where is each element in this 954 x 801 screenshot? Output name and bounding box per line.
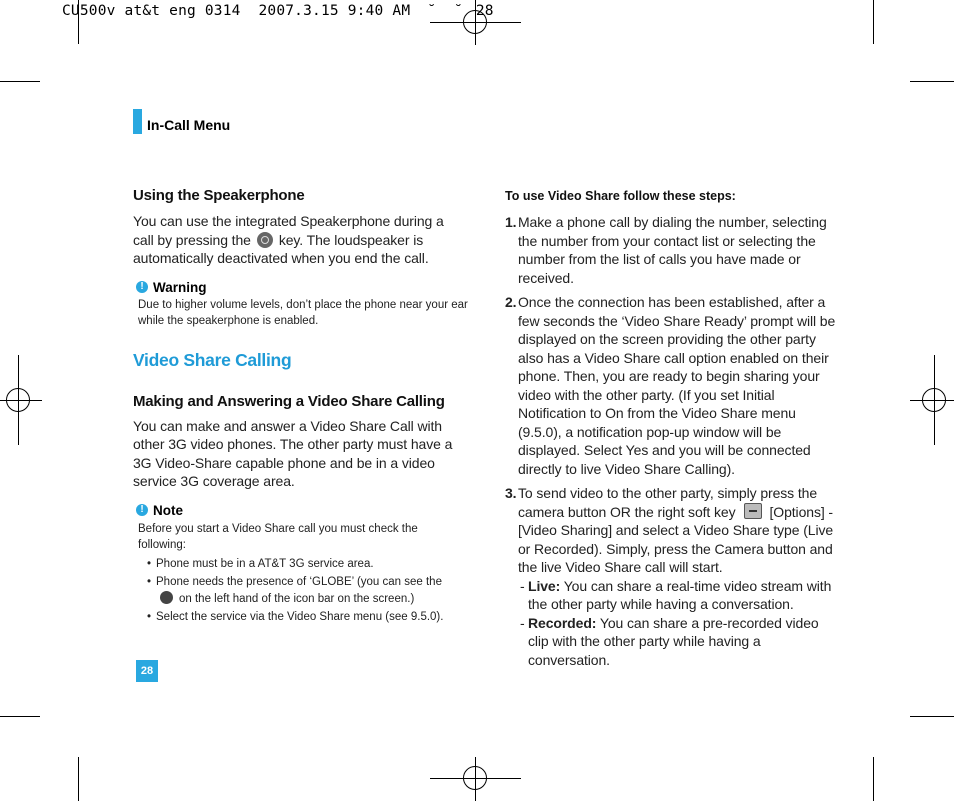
dash-marker: - [520, 577, 525, 594]
crop-mark [873, 757, 874, 801]
step-number: 3. [505, 485, 517, 501]
registration-target [463, 766, 487, 790]
recorded-option [505, 614, 840, 670]
note-icon: ! [136, 504, 148, 516]
registration-target [6, 388, 30, 412]
step-item [505, 484, 840, 577]
note-bullet-list [133, 556, 468, 626]
step-text-before: To send video to the other party, simply press the camera button OR the right soft key [518, 485, 818, 520]
step-text: Make a phone call by dialing the number, selecting the number from your contact list or selecting the number from the list of calls you have made or received. [518, 214, 827, 286]
recorded-text-wrap [528, 614, 840, 670]
note-bullet: • Phone must be in a AT&T 3G service area. [147, 556, 468, 573]
live-text-wrap [528, 577, 840, 614]
note-intro: Before you start a Video Share call you must check the following: [138, 522, 418, 551]
print-info-header [62, 3, 494, 19]
right-column [505, 189, 840, 669]
step-item [505, 293, 840, 478]
step-number: 1. [505, 214, 517, 230]
speakerphone-text-before: You can use the integrated Speakerphone during a call by pressing the [133, 213, 444, 248]
speakerphone-heading: Using the Speakerphone [133, 187, 305, 204]
print-info: CU500v at&t eng 0314 2007.3.15 9:40 AM [62, 3, 411, 19]
step-item [505, 213, 840, 287]
step-number: 2. [505, 294, 517, 310]
print-page-ref: 28 [475, 3, 494, 19]
step-text-after: [Options] - [Video Sharing] and select a Video Share type (Live or Recorded). Simply, press the Camera button and the live Video Share call will start. [518, 503, 834, 575]
globe-icon [160, 591, 173, 604]
crop-mark [910, 716, 954, 717]
video-share-subheading: Making and Answering a Video Share Calling [133, 392, 445, 410]
crop-mark [0, 81, 40, 82]
crop-mark [910, 81, 954, 82]
step-text [518, 484, 840, 577]
speakerphone-text-after: key. The loudspeaker is automatically deactivated when you end the call. [133, 231, 429, 266]
note-bullet-text-before: Phone needs the presence of ‘GLOBE’ (you can see the [156, 576, 442, 588]
warning-label: Warning [153, 279, 207, 295]
note-bullet: • Select the service via the Video Share menu (see 9.5.0). [147, 609, 468, 626]
crop-mark [0, 716, 40, 717]
speakerphone-key-icon [257, 232, 273, 248]
live-text: You can share a real-time video stream with the other party while having a conversation. [528, 577, 832, 612]
speakerphone-text [133, 212, 468, 268]
recorded-text: You can share a pre-recorded video clip with the other party while having a conversation. [528, 614, 819, 668]
note-bullet-text-after: on the left hand of the icon bar on the screen.) [179, 592, 415, 605]
note-label: Note [153, 502, 183, 518]
note-bullet [147, 574, 468, 607]
page-number: 28 [136, 660, 158, 682]
note-header [136, 503, 468, 518]
crop-mark [873, 0, 874, 44]
warning-text: Due to higher volume levels, don’t place the phone near your ear while the speakerphone is enabled. [138, 298, 468, 327]
live-label: Live: [528, 577, 561, 594]
warning-header [136, 280, 468, 295]
warning-icon: ! [136, 281, 148, 293]
steps-heading: To use Video Share follow these steps: [505, 189, 736, 203]
left-column [133, 187, 468, 628]
soft-key-icon [744, 503, 762, 519]
print-marks: ˘ ˘ [427, 3, 463, 19]
video-share-heading: Video Share Calling [133, 349, 292, 370]
dash-marker: - [520, 614, 525, 631]
recorded-label: Recorded: [528, 614, 597, 631]
step-text: Once the connection has been established, after a few seconds the ‘Video Share Ready’ prompt will be displayed on the screen providing the other party also has a Video Share call option enabled on their phone. Then, you are ready to begin sharing your video with the other party. (If you set Initial Notification to On from the Video Share menu (9.5.0), a notification pop-up window will be displayed. Select Yes and you will be connected directly to live Video Share Calling). [518, 294, 836, 477]
section-title: In-Call Menu [147, 117, 231, 133]
section-accent-bar [133, 109, 142, 134]
crop-mark [78, 757, 79, 801]
live-option [505, 577, 840, 614]
video-share-text: You can make and answer a Video Share Call with other 3G video phones. The other party must have a 3G Video-Share capable phone and be in a video service 3G coverage area. [133, 417, 453, 489]
registration-target [922, 388, 946, 412]
